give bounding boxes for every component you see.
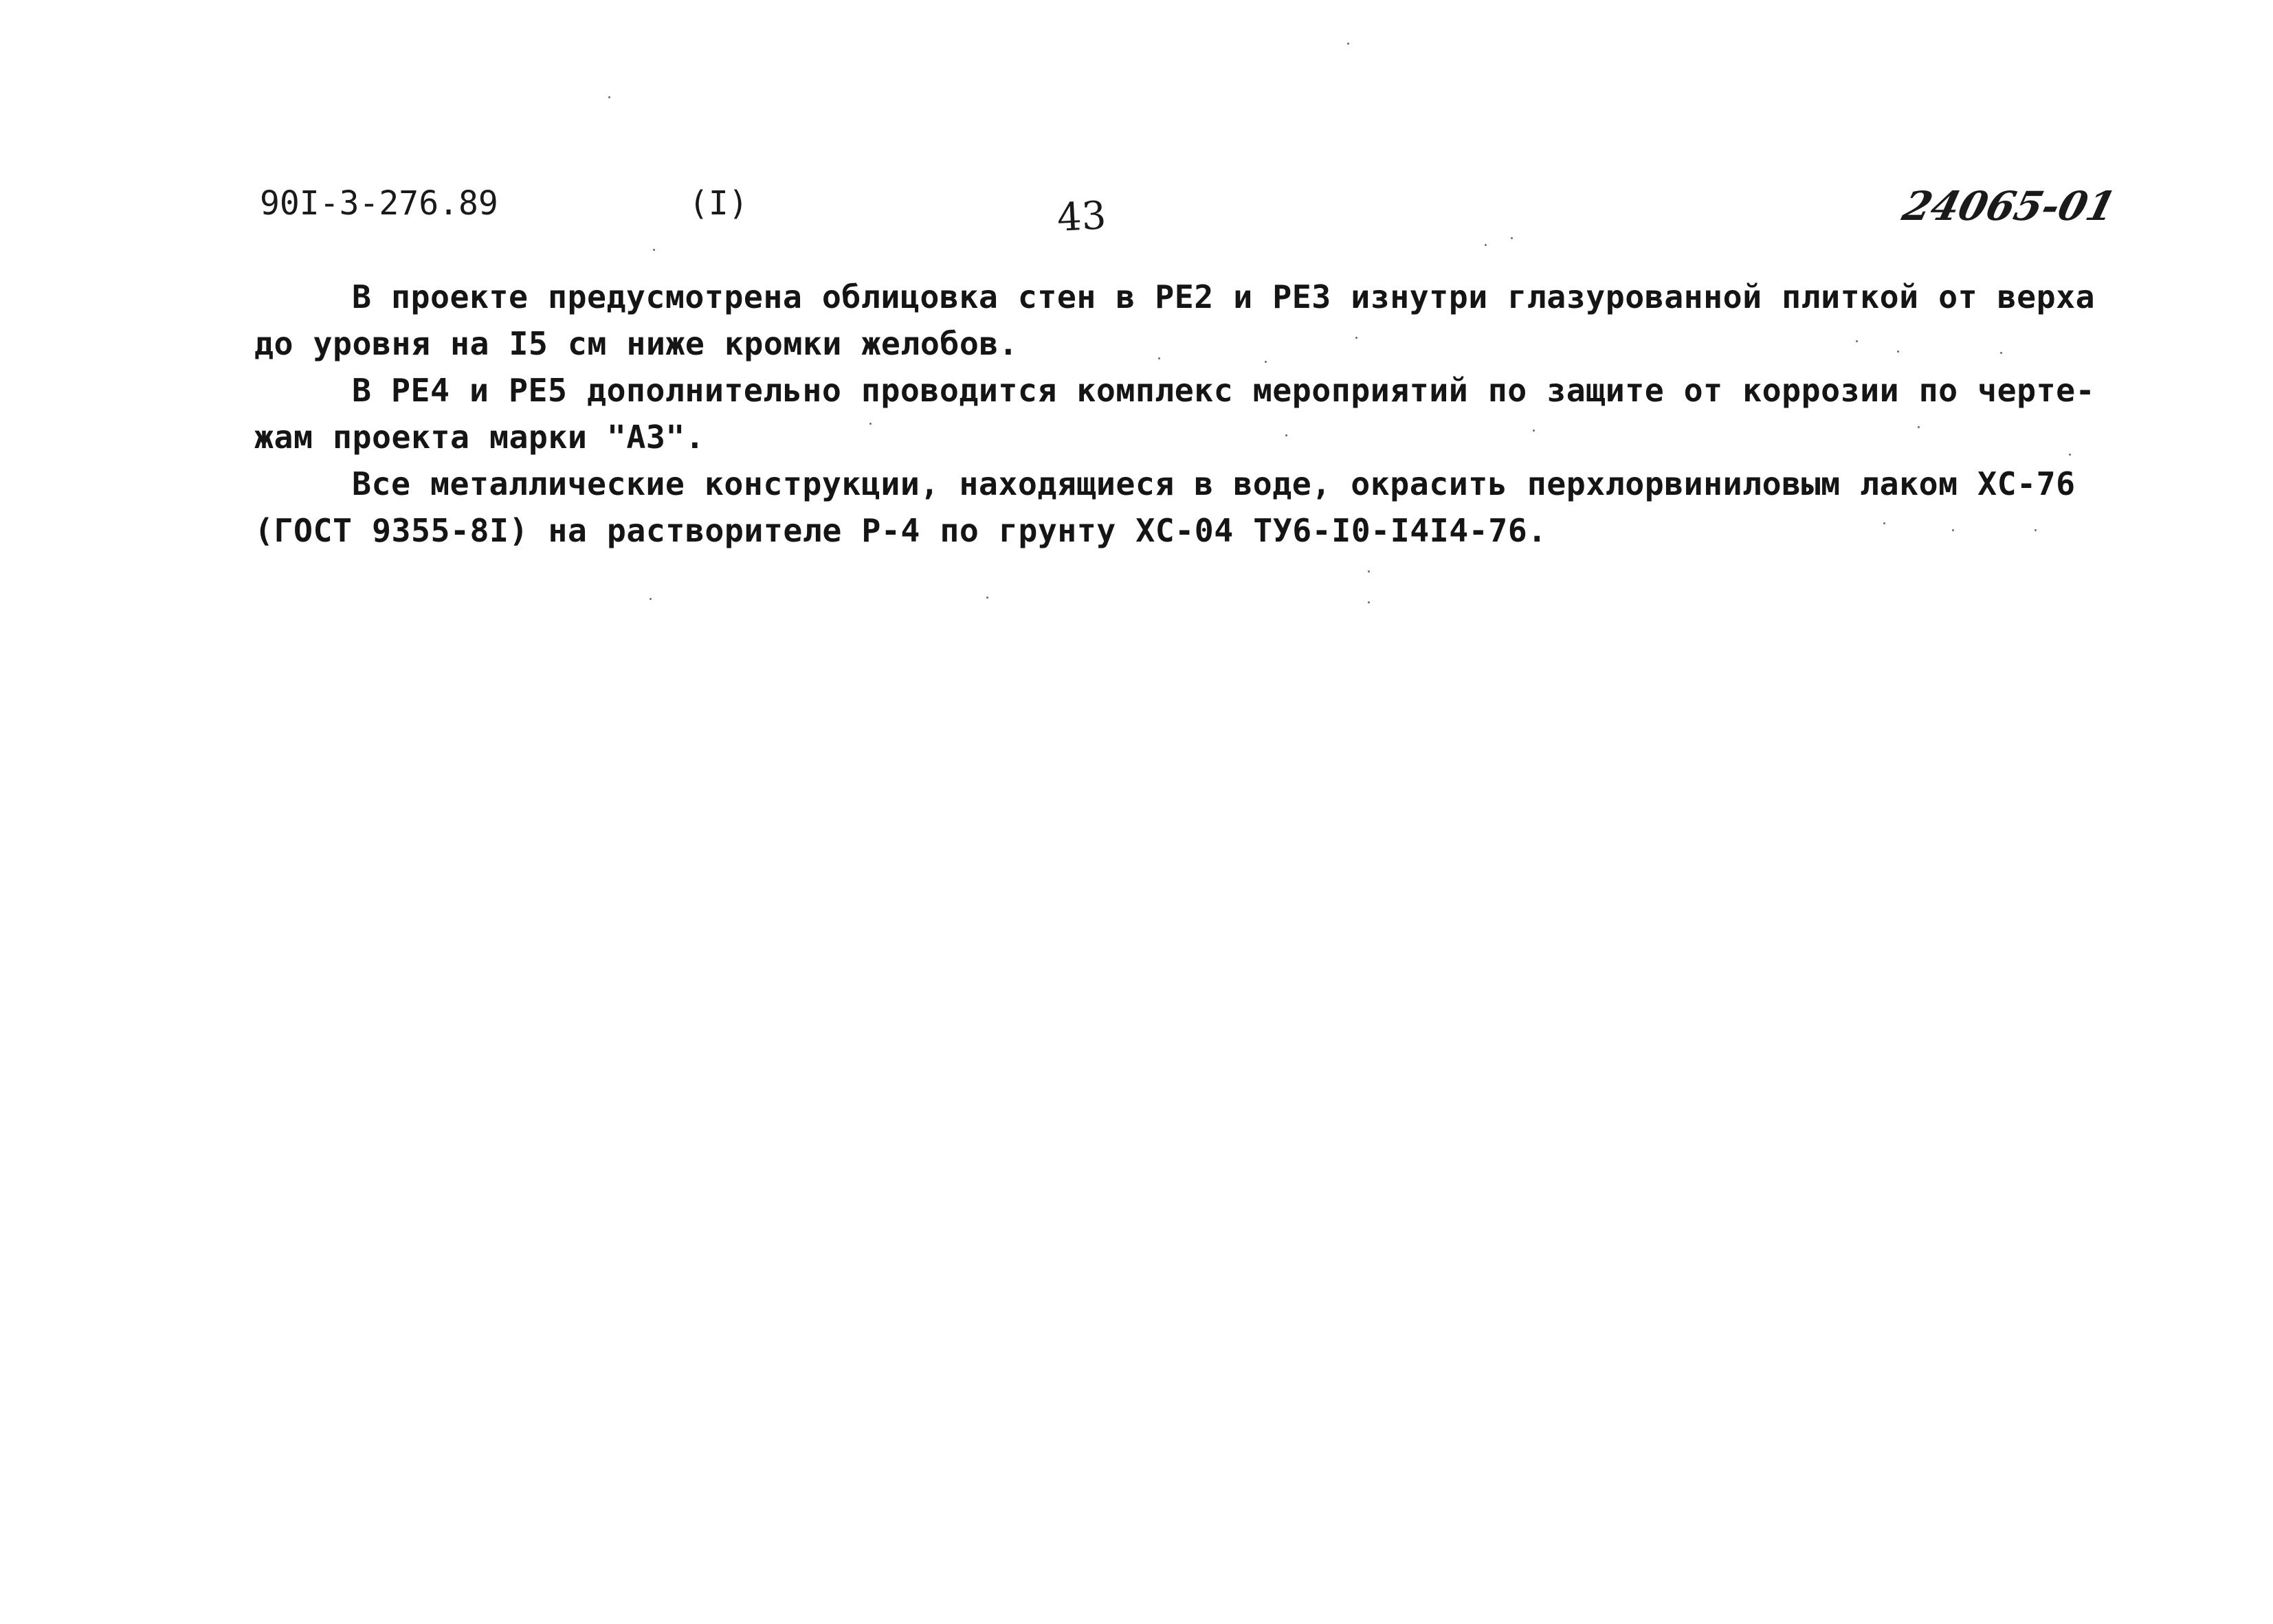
scan-speck (2034, 529, 2037, 531)
paragraph-1-line-2: до уровня на I5 см ниже кромки желобов. (254, 325, 1019, 362)
paragraph-1-line-1: В проекте предусмотрена облицовка стен в РЕ2 и РЕ3 изнутри глазурованной плиткой от верха (352, 278, 2096, 315)
scan-speck (1368, 601, 1370, 603)
scan-speck (650, 598, 652, 600)
scan-speck (608, 96, 610, 98)
scan-speck (1918, 426, 1920, 428)
scan-speck (986, 597, 988, 599)
scan-speck (1511, 237, 1513, 239)
scan-speck (653, 249, 655, 251)
scan-speck (1883, 522, 1885, 524)
scan-speck (1897, 351, 1899, 353)
scan-speck (869, 423, 872, 425)
scan-speck (1533, 430, 1535, 432)
scan-speck (1347, 43, 1349, 45)
paragraph-2-line-2: жам проекта марки "АЗ". (254, 419, 705, 456)
scan-speck (1485, 244, 1487, 246)
paragraph-3-line-2: (ГОСТ 9355-8I) на растворителе Р-4 по грунту ХС-04 ТУ6-I0-I4I4-76. (254, 512, 1547, 549)
scan-speck (1158, 357, 1160, 359)
scan-speck (1368, 570, 1370, 572)
page-number: 43 (1056, 193, 1107, 241)
sheet-mark: (I) (689, 184, 749, 223)
paragraph-3-line-1: Все металлические конструкции, находящиеся в воде, окрасить перхлорвиниловым лаком ХС-76 (352, 465, 2076, 502)
scan-speck (1265, 361, 1267, 363)
scan-speck (1856, 340, 1858, 342)
scan-speck (1355, 337, 1357, 339)
scan-speck (2000, 352, 2002, 354)
paragraph-2-line-1: В РЕ4 и РЕ5 дополнительно проводится комплекс мероприятий по защите от коррозии по черте- (352, 372, 2096, 409)
scan-speck (2069, 454, 2071, 456)
document-body (254, 274, 2096, 554)
scan-speck (1285, 434, 1287, 436)
document-code: 90I-3-276.89 (260, 184, 498, 223)
scan-speck (1952, 529, 1954, 531)
archive-number: 24065-01 (1898, 183, 2121, 230)
